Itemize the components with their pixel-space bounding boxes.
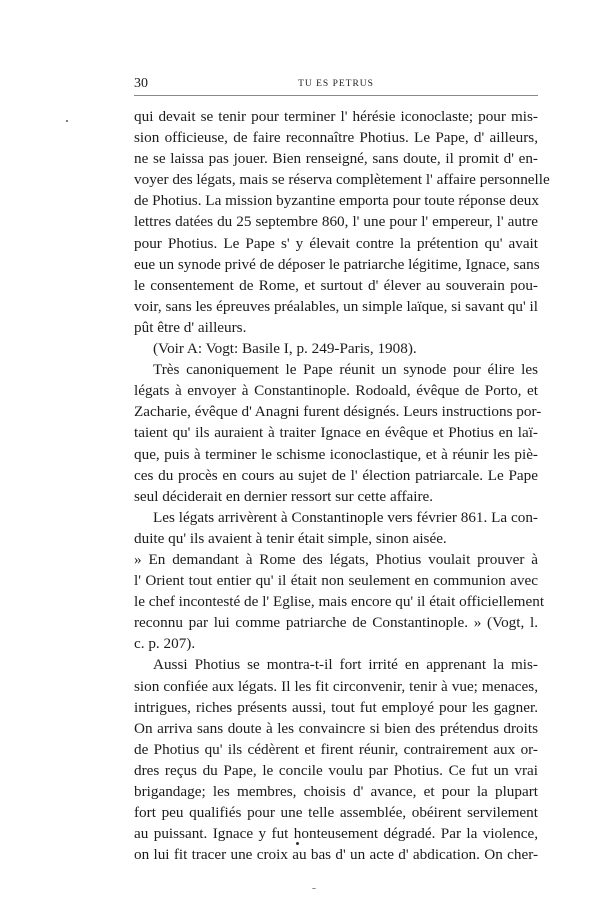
text-line: on lui fit tracer une croix au bas d' un acte d' abdication. On cher- — [134, 846, 538, 864]
text-line: taient qu' ils auraient à traiter Ignace en évêque et Photius en laï- — [134, 424, 538, 442]
text-line: ne se laissa pas jouer. Bien renseigné, sans doute, il promit d' en- — [134, 150, 538, 168]
text-line: intrigues, riches présents aussi, tout fut employé pour les gagner. — [134, 698, 538, 716]
text-line: voir, sans les épreuves préalables, un simple laïque, si savant qu' il — [134, 297, 538, 315]
page-header — [134, 76, 538, 92]
quote-line: le chef incontesté de l' Eglise, mais encore qu' il était officiellement — [134, 593, 545, 611]
text-line: de Photius qu' ils cédèrent et firent réunir, contrairement aux or- — [134, 740, 538, 758]
page-number: 30 — [134, 76, 148, 91]
text-line: Aussi Photius se montra-t-il fort irrité en apprenant la mis- — [153, 656, 538, 674]
bottom-mark — [296, 842, 299, 845]
text-line: pût être d' ailleurs. — [134, 318, 247, 336]
text-line: lettres datées du 25 septembre 860, l' une pour l' empereur, l' autre — [134, 213, 538, 231]
margin-mark — [66, 120, 68, 122]
text-line: On arriva sans doute à les convaincre si bien des prétendus droits — [134, 719, 538, 737]
quote-line: reconnu par lui comme patriarche de Constantinople. » (Vogt, l. — [134, 614, 538, 632]
text-line: le consentement de Rome, et surtout d' élever au souverain pou- — [134, 276, 538, 294]
bottom-mark — [312, 888, 316, 889]
text-line: seul déciderait en dernier ressort sur cette affaire. — [134, 487, 434, 505]
text-line: sion confiée aux légats. Il les fit circonvenir, tenir à vue; menaces, — [134, 677, 538, 695]
text-line: fort peu qualifiés pour une telle assemblée, obéirent servilement — [134, 804, 538, 822]
text-line: duite qu' ils avaient à tenir était simple, sinon aisée. — [134, 529, 447, 547]
quote-line: » En demandant à Rome des légats, Photius voulait prouver à — [134, 550, 538, 568]
text-line: brigandage; les membres, choisis d' avance, et pour la plupart — [134, 783, 538, 800]
text-line: légats à envoyer à Constantinople. Rodoald, évêque de Porto, et — [134, 382, 538, 400]
text-line: Très canoniquement le Pape réunit un synode pour élire les — [153, 361, 538, 379]
citation-line: (Voir A: Vogt: Basile I, p. 249-Paris, 1908). — [153, 340, 417, 358]
quote-line: l' Orient tout entier qu' il était non seulement en communion avec — [134, 572, 538, 590]
text-line: Zacharie, évêque d' Anagni furent désignés. Leurs instructions por- — [134, 403, 542, 421]
text-line: sion officieuse, de faire reconnaître Photius. Le Pape, d' ailleurs, — [134, 129, 538, 147]
running-title: TU ES PETRUS — [298, 79, 374, 89]
body-text — [134, 106, 550, 865]
text-line: dres reçus du Pape, le concile voulu par Photius. Ce fut un vrai — [134, 761, 538, 779]
quote-line: c. p. 207). — [134, 635, 196, 653]
text-line: Les légats arrivèrent à Constantinople vers février 861. La con- — [153, 508, 538, 526]
text-line: qui devait se tenir pour terminer l' hérésie iconoclaste; pour mis- — [134, 108, 538, 125]
text-line: voyer des légats, mais se réserva complètement l' affaire personnelle — [134, 171, 550, 189]
text-line: eue un synode privé de déposer le patriarche légitime, Ignace, sans — [134, 255, 540, 273]
header-rule — [134, 95, 538, 96]
text-line: au puissant. Ignace y fut honteusement dégradé. Par la violence, — [134, 825, 538, 843]
text-line: ces du procès en cours au sujet de l' élection patriarcale. Le Pape — [134, 466, 538, 484]
text-line: de Photius. La mission byzantine emporta pour toute réponse deux — [134, 192, 539, 210]
text-line: pour Photius. Le Pape s' y élevait contre la prétention qu' avait — [134, 234, 538, 252]
text-line: que, puis à terminer le schisme iconoclastique, et à réunir les piè- — [134, 445, 538, 463]
